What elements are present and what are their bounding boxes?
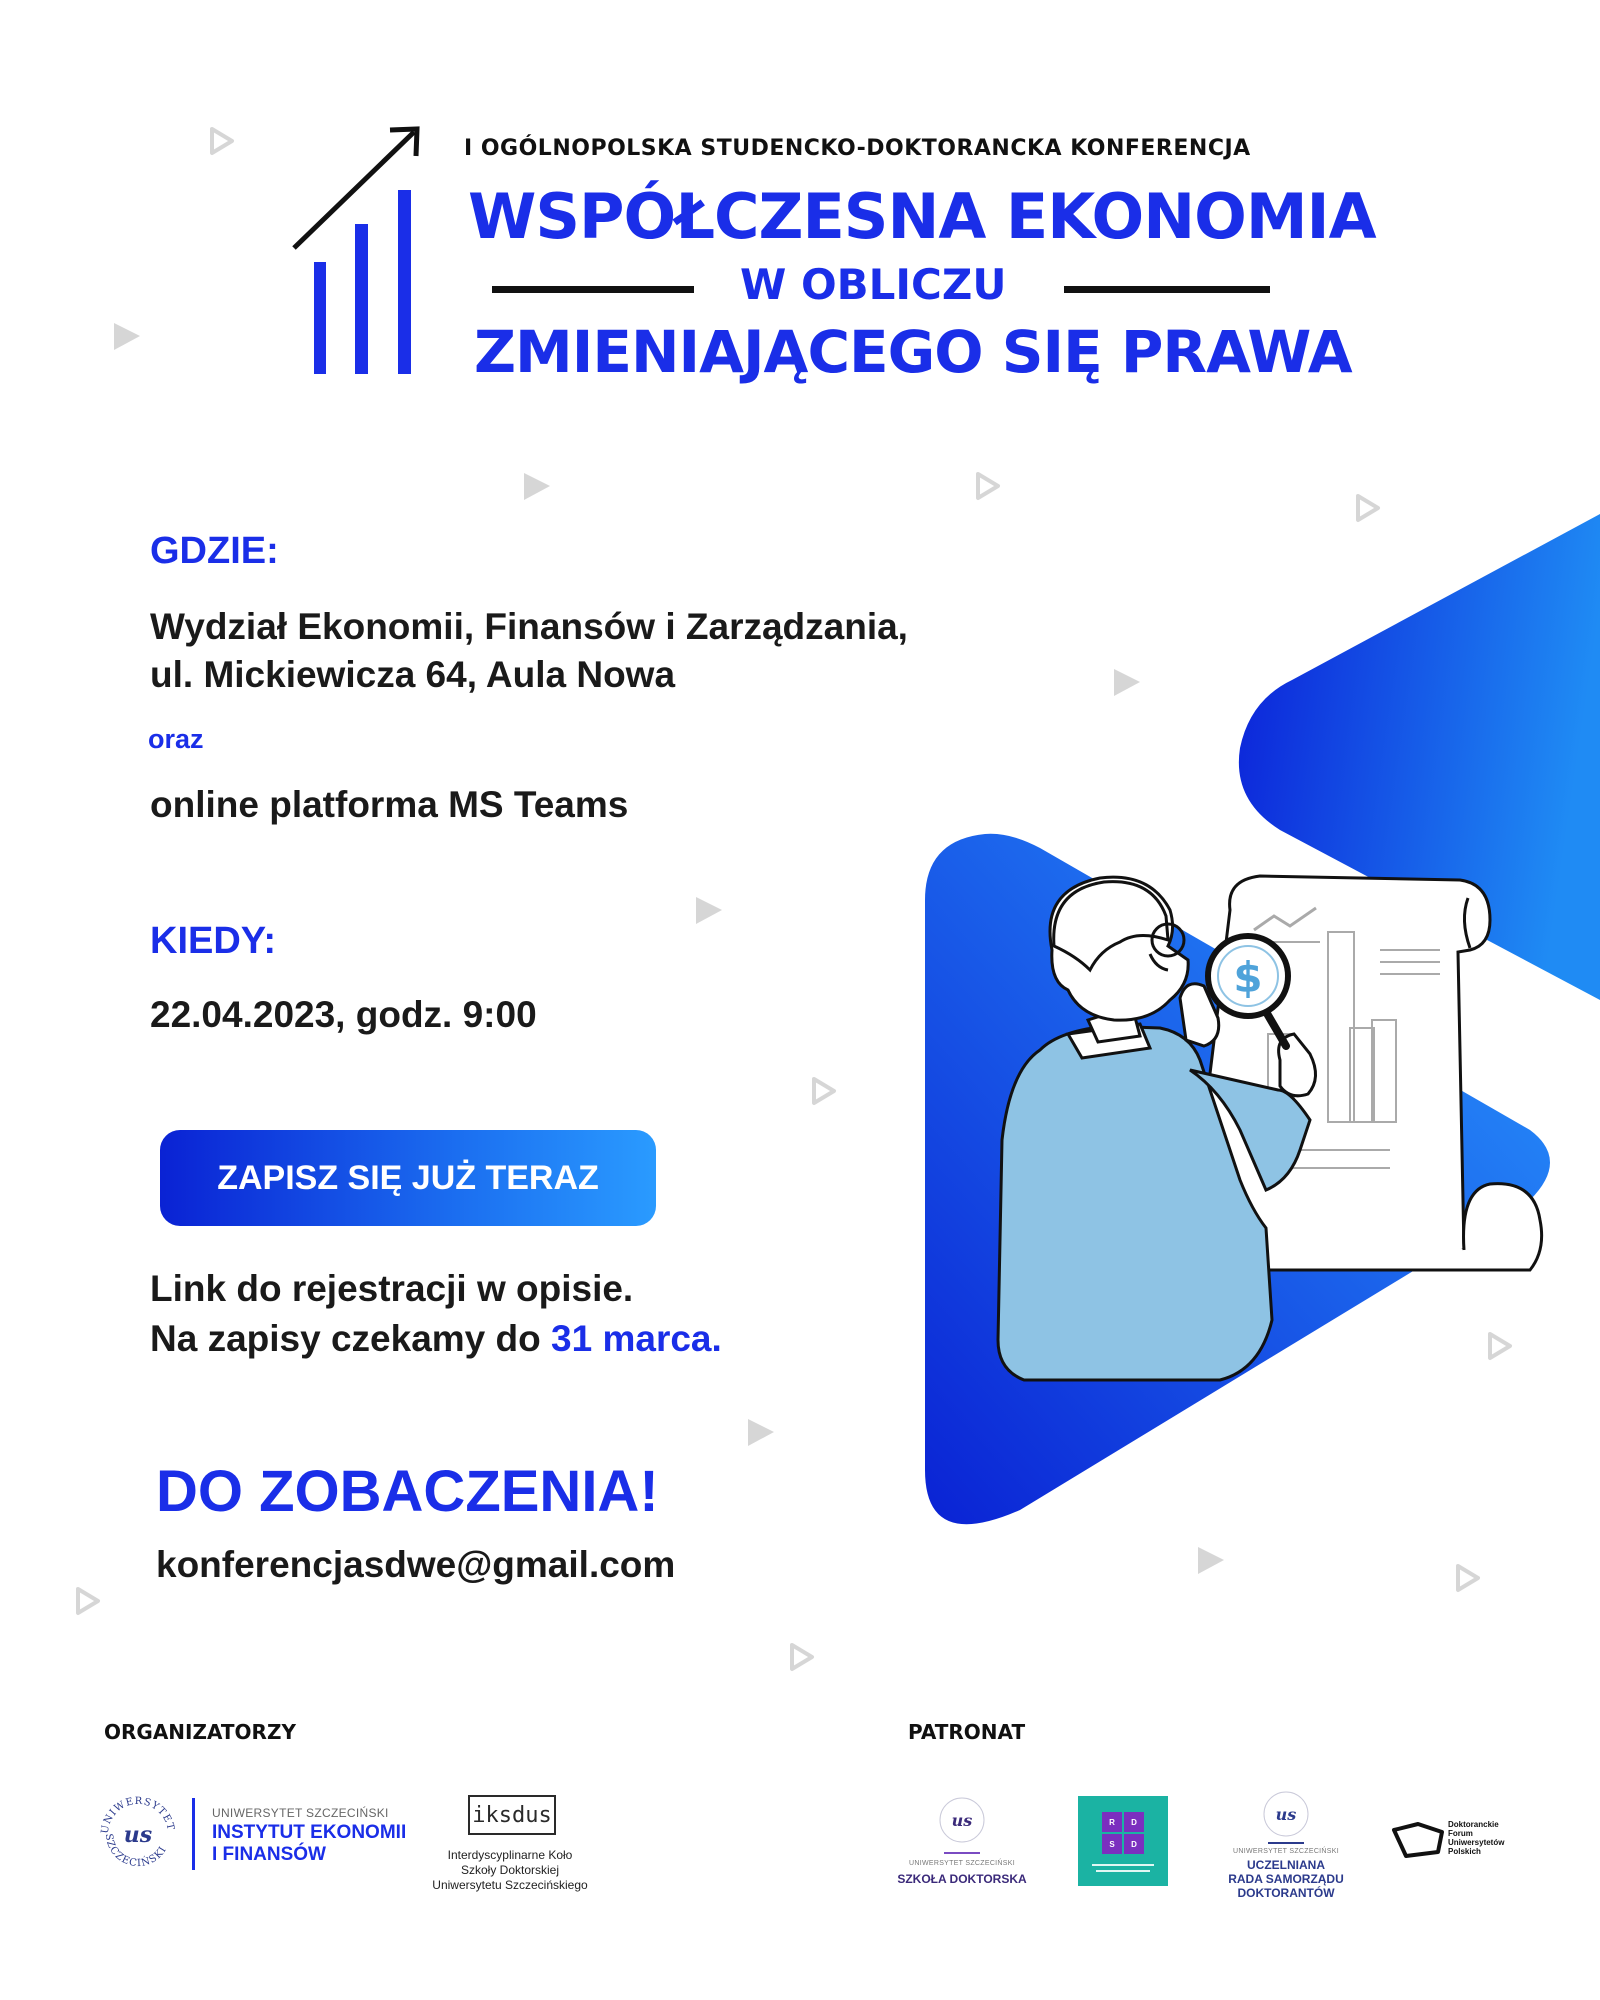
council-university: UNIWERSYTET SZCZECIŃSKI <box>1233 1848 1339 1855</box>
registration-line-2-prefix: Na zapisy czekamy do <box>150 1318 552 1359</box>
us-seal-top-text: UNIWERSYTET <box>99 1795 176 1835</box>
event-datetime: 22.04.2023, godz. 9:00 <box>150 994 537 1035</box>
address-line-1: Wydział Ekonomii, Finansów i Zarządzania, <box>150 606 908 647</box>
when-label: KIEDY: <box>150 920 276 962</box>
dollar-sign-icon: $ <box>1233 953 1263 1002</box>
analyst-illustration <box>990 850 1570 1430</box>
institute-university-small: UNIWERSYTET SZCZECIŃSKI <box>212 1806 389 1820</box>
see-you-heading: DO ZOBACZENIA! <box>156 1459 659 1524</box>
chart-arrow-line <box>294 132 414 248</box>
council-rule <box>1268 1842 1304 1844</box>
forum-name <box>1448 1820 1504 1856</box>
council-name <box>1206 1858 1366 1900</box>
conference-pre-title: I OGÓLNOPOLSKA STUDENCKO-DOKTORANCKA KONFERENCJA <box>464 136 1251 161</box>
patronage-heading: PATRONAT <box>908 1720 1026 1744</box>
organizers-heading: ORGANIZATORZY <box>104 1720 296 1744</box>
registration-line-1: Link do rejestracji w opisie. <box>150 1268 634 1309</box>
registration-line-2 <box>150 1318 722 1360</box>
iksdus-caption-line-1: Interdyscyplinarne Koło <box>447 1848 573 1862</box>
doctoral-school-name: SZKOŁA DOKTORSKA <box>897 1872 1027 1886</box>
conference-title-line-1: WSPÓŁCZESNA EKONOMIA <box>468 180 1376 253</box>
institute-name-line-2: I FINANSÓW <box>212 1844 326 1865</box>
title-rule-left <box>492 286 694 293</box>
iksdus-caption <box>412 1848 608 1893</box>
us-seal-logo <box>98 1794 178 1874</box>
council-name-line-1: UCZELNIANA <box>1247 1858 1325 1872</box>
chart-bar <box>398 190 411 374</box>
svg-text:us: us <box>123 1822 153 1848</box>
council-name-line-2: RADA SAMORZĄDU <box>1228 1872 1344 1886</box>
address-line-2: ul. Mickiewicza 64, Aula Nowa <box>150 654 676 695</box>
doctoral-school-seal <box>938 1796 986 1844</box>
iksdus-caption-line-3: Uniwersytetu Szczecińskiego <box>432 1878 588 1892</box>
svg-text:us: us <box>1275 1805 1297 1824</box>
rdsd-cell-3: S <box>1102 1834 1122 1854</box>
doctoral-school-university: UNIWERSYTET SZCZECIŃSKI <box>909 1860 1015 1867</box>
forum-name-line-2: Forum <box>1448 1829 1473 1838</box>
us-seal-bottom-text: SZCZECIŃSKI <box>102 1833 170 1870</box>
where-label: GDZIE: <box>150 530 279 572</box>
title-rule-right <box>1064 286 1270 293</box>
online-platform: online platforma MS Teams <box>150 784 629 825</box>
chart-bar <box>314 262 326 374</box>
conjunction-oraz: oraz <box>148 724 204 754</box>
conference-title-line-2: W OBLICZU <box>740 260 1007 309</box>
forum-name-line-4: Polskich <box>1448 1847 1481 1856</box>
doctoral-school-rule <box>944 1852 980 1854</box>
svg-text:us: us <box>951 1811 973 1830</box>
iksdus-logo <box>468 1795 556 1835</box>
rdsd-cell-1: R <box>1102 1812 1122 1832</box>
rdsd-logo <box>1078 1796 1168 1886</box>
forum-name-line-3: Uniwersytetów <box>1448 1838 1505 1847</box>
forum-name-line-1: Doktoranckie <box>1448 1820 1499 1829</box>
institute-divider <box>192 1798 195 1870</box>
council-name-line-3: DOKTORANTÓW <box>1237 1886 1335 1900</box>
rdsd-cell-2: D <box>1124 1812 1144 1832</box>
conference-title-line-3: ZMIENIAJĄCEGO SIĘ PRAWA <box>474 318 1352 386</box>
forum-logo-icon <box>1390 1820 1446 1860</box>
contact-email-link[interactable]: konferencjasdwe@gmail.com <box>156 1544 676 1585</box>
register-now-button[interactable]: ZAPISZ SIĘ JUŻ TERAZ <box>160 1130 656 1226</box>
growth-chart-logo <box>290 124 430 380</box>
chart-bar <box>355 224 368 374</box>
iksdus-logo-text: iksdus <box>472 1802 552 1828</box>
institute-name-line-1: INSTYTUT EKONOMII <box>212 1822 407 1843</box>
registration-deadline: 31 marca. <box>551 1318 722 1359</box>
council-seal <box>1262 1790 1310 1838</box>
iksdus-caption-line-2: Szkoły Doktorskiej <box>460 1863 560 1877</box>
rdsd-cell-4: D <box>1124 1834 1144 1854</box>
